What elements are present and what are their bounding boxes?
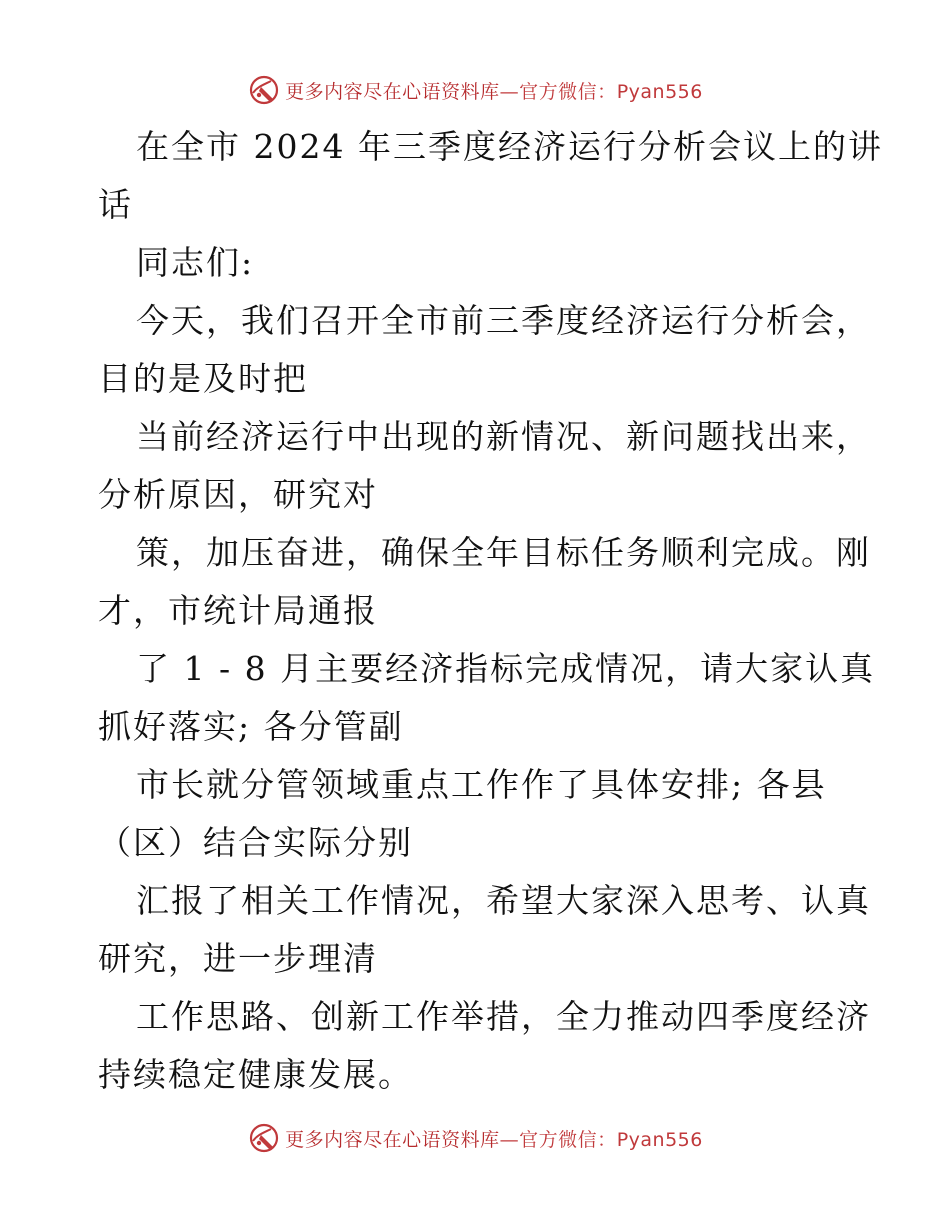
banner-wechat-label: 官方微信： <box>519 1128 617 1151</box>
text-line: （区）结合实际分别 <box>98 823 413 862</box>
text-line: 今天，我们召开全市前三季度经济运行分析会， <box>136 301 871 340</box>
banner-dash: — <box>499 80 520 103</box>
text-line: 在全市 2024 年三季度经济运行分析会议上的讲 <box>136 127 883 166</box>
text-line: 了 1 - 8 月主要经济指标完成情况，请大家认真 <box>136 649 876 688</box>
banner-text <box>285 1125 703 1152</box>
banner-dash: — <box>499 1128 520 1151</box>
pen-logo-icon <box>247 1121 281 1155</box>
banner-wechat-id: Pyan556 <box>616 1128 703 1151</box>
text-line: 研究，进一步理清 <box>98 939 378 978</box>
text-line: 当前经济运行中出现的新情况、新问题找出来， <box>136 417 871 456</box>
banner-site-name: 更多内容尽在心语资料库 <box>285 1128 500 1151</box>
text-line: 目的是及时把 <box>98 359 308 398</box>
banner-wechat-label: 官方微信： <box>519 80 617 103</box>
text-line: 策，加压奋进，确保全年目标任务顺利完成。刚 <box>136 533 871 572</box>
text-line: 分析原因，研究对 <box>98 475 378 514</box>
banner-wechat-id: Pyan556 <box>616 80 703 103</box>
banner-text <box>285 77 703 104</box>
text-line: 工作思路、创新工作举措，全力推动四季度经济 <box>136 997 871 1036</box>
text-line: 话 <box>98 185 133 224</box>
pen-logo-icon <box>247 73 281 107</box>
document-body <box>98 118 883 1104</box>
text-line: 同志们: <box>136 243 255 282</box>
text-line: 汇报了相关工作情况，希望大家深入思考、认真 <box>136 881 871 920</box>
text-line: 抓好落实; 各分管副 <box>98 707 404 746</box>
header-banner <box>0 70 950 110</box>
banner-site-name: 更多内容尽在心语资料库 <box>285 80 500 103</box>
text-line: 持续稳定健康发展。 <box>98 1055 413 1094</box>
text-line: 市长就分管领域重点工作作了具体安排; 各县 <box>136 765 827 804</box>
text-line: 才，市统计局通报 <box>98 591 378 630</box>
footer-banner <box>0 1118 950 1158</box>
